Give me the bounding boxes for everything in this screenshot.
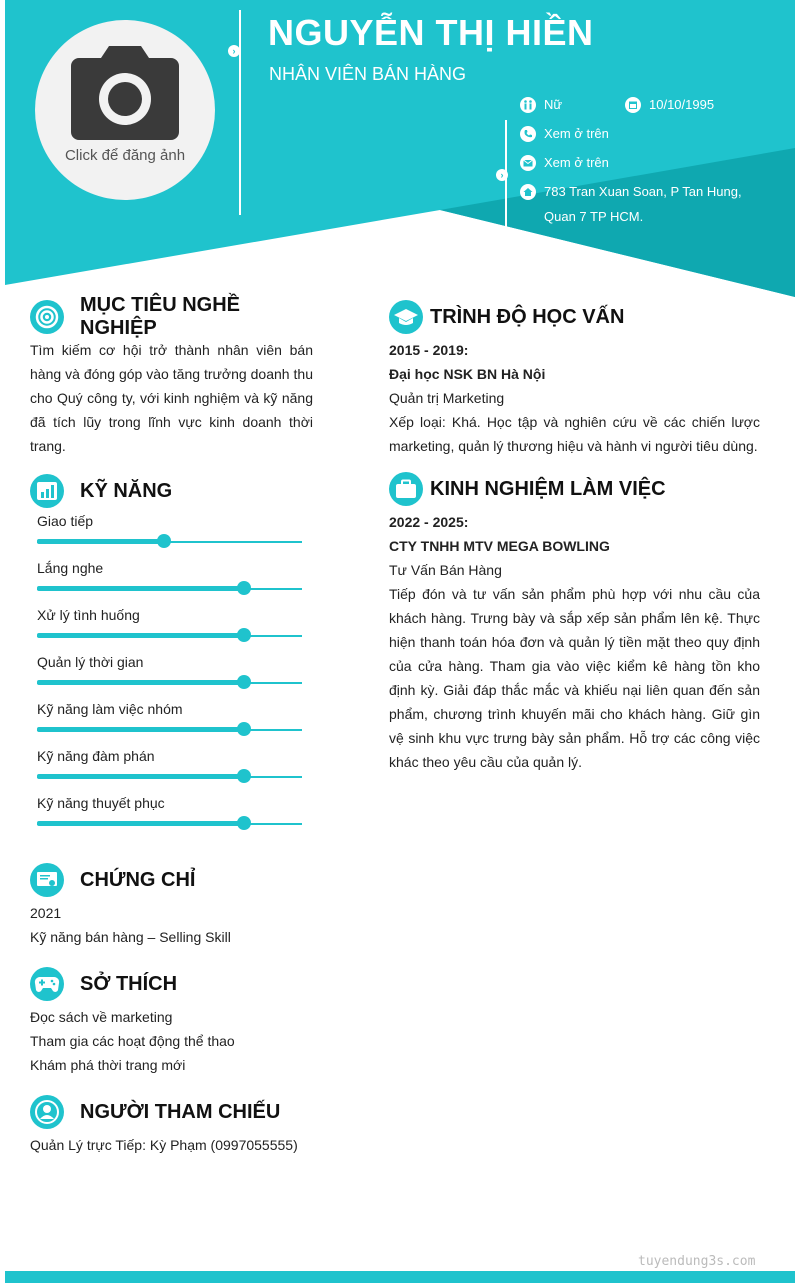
gender-icon bbox=[520, 97, 536, 113]
skill-label: Giao tiếp bbox=[37, 513, 94, 529]
experience-position: Tư Vấn Bán Hàng bbox=[389, 562, 502, 578]
graduation-cap-icon bbox=[389, 300, 423, 334]
education-school: Đại học NSK BN Hà Nội bbox=[389, 366, 546, 382]
skill-item bbox=[30, 794, 313, 841]
references-text: Quản Lý trực Tiếp: Kỳ Phạm (0997055555) bbox=[30, 1137, 298, 1153]
skills-header bbox=[30, 474, 313, 508]
skill-level-knob bbox=[237, 722, 251, 736]
avatar-caption: Click để đăng ảnh bbox=[64, 147, 186, 164]
experience-period: 2022 - 2025: bbox=[389, 514, 469, 530]
hobby-item: Khám phá thời trang mới bbox=[30, 1057, 186, 1073]
gender-value: Nữ bbox=[544, 97, 563, 112]
certificates-header bbox=[30, 863, 313, 897]
address-line2: Quan 7 TP HCM. bbox=[544, 209, 644, 224]
briefcase-icon bbox=[389, 472, 423, 506]
skill-fill bbox=[37, 633, 244, 638]
skill-level-knob bbox=[237, 675, 251, 689]
footer-bar bbox=[5, 1271, 795, 1283]
education-header bbox=[389, 300, 760, 334]
skill-fill bbox=[37, 774, 244, 779]
skill-level-knob bbox=[237, 816, 251, 830]
email-value: Xem ở trên bbox=[544, 155, 609, 170]
skill-label: Xử lý tình huống bbox=[37, 607, 140, 623]
header-divider bbox=[239, 10, 241, 215]
certificate-year: 2021 bbox=[30, 905, 62, 921]
watermark: tuyendung3s.com bbox=[638, 1254, 756, 1269]
user-icon bbox=[30, 1095, 64, 1129]
skill-fill bbox=[37, 539, 164, 544]
email-icon bbox=[520, 155, 536, 171]
references-title: NGƯỜI THAM CHIẾU bbox=[80, 1100, 281, 1123]
birthday-value: 10/10/1995 bbox=[649, 97, 715, 112]
skill-label: Lắng nghe bbox=[37, 560, 104, 576]
certificate-name: Kỹ năng bán hàng – Selling Skill bbox=[30, 929, 231, 945]
candidate-job-title: NHÂN VIÊN BÁN HÀNG bbox=[269, 64, 467, 84]
objective-text: Tìm kiếm cơ hội trở thành nhân viên bán hàng và đóng góp vào tăng trưởng doanh thu cho Quý công ty, với kinh nghiệm và kỹ năng đã tích lũy trong lĩnh vực kinh doanh thời trang. bbox=[30, 342, 313, 454]
skill-fill bbox=[37, 821, 244, 826]
hobbies-title: SỞ THÍCH bbox=[80, 972, 178, 995]
gender-info bbox=[520, 97, 562, 117]
skill-item bbox=[30, 559, 313, 606]
avatar-upload[interactable] bbox=[35, 20, 215, 200]
chevron-right-icon: › bbox=[496, 169, 508, 181]
phone-info bbox=[520, 126, 609, 146]
skills-list bbox=[30, 512, 313, 841]
camera-icon bbox=[71, 46, 179, 140]
skill-fill bbox=[37, 680, 244, 685]
bar-chart-icon bbox=[30, 474, 64, 508]
education-major: Quản trị Marketing bbox=[389, 390, 505, 406]
skill-fill bbox=[37, 727, 244, 732]
target-icon bbox=[30, 300, 64, 334]
skill-item bbox=[30, 653, 313, 700]
home-icon bbox=[520, 184, 536, 200]
skill-level-knob bbox=[237, 628, 251, 642]
birthday-info bbox=[625, 97, 714, 117]
skill-label: Kỹ năng làm việc nhóm bbox=[37, 701, 183, 717]
certificates-title: CHỨNG CHỈ bbox=[80, 868, 196, 891]
phone-icon bbox=[520, 126, 536, 142]
education-description: Xếp loại: Khá. Học tập và nghiên cứu về các chiến lược marketing, quản lý thương hiệu và hành vi người tiêu dùng. bbox=[389, 414, 760, 454]
experience-description: Tiếp đón và tư vấn sản phẩm phù hợp với nhu cầu của khách hàng. Trưng bày và sắp xếp sản phẩm lên kệ. Thực hiện thanh toán hóa đơn và quản lý tiền mặt theo quy định của cửa hàng. Tham gia vào việc kiểm kê hàng tồn kho định kỳ. Giải đáp thắc mắc và khiếu nại liên quan đến sản phẩm, chương trình khuyến mãi cho khách hàng. Giữ gìn vệ sinh khu vực trưng bày sản phẩm. Hỗ trợ các công việc khác theo yêu cầu của quản lý. bbox=[389, 586, 760, 770]
candidate-name: NGUYỄN THỊ HIỀN bbox=[268, 12, 594, 53]
skill-level-knob bbox=[237, 581, 251, 595]
experience-title: KINH NGHIỆM LÀM VIỆC bbox=[430, 477, 666, 500]
phone-value: Xem ở trên bbox=[544, 126, 609, 141]
hobby-item: Tham gia các hoạt động thể thao bbox=[30, 1033, 235, 1049]
experience-header bbox=[389, 472, 760, 506]
skill-label: Kỹ năng thuyết phục bbox=[37, 795, 165, 811]
certificate-icon bbox=[30, 863, 64, 897]
skills-title: KỸ NĂNG bbox=[80, 479, 173, 502]
cv-header bbox=[5, 0, 795, 300]
skill-item bbox=[30, 512, 313, 559]
gamepad-icon bbox=[30, 967, 64, 1001]
skill-item bbox=[30, 700, 313, 747]
address-value bbox=[544, 179, 742, 229]
education-title: TRÌNH ĐỘ HỌC VẤN bbox=[430, 305, 625, 328]
hobby-item: Đọc sách về marketing bbox=[30, 1009, 173, 1025]
objective-title: MỤC TIÊU NGHỀ NGHIỆP bbox=[80, 294, 240, 339]
skill-fill bbox=[37, 586, 244, 591]
experience-company: CTY TNHH MTV MEGA BOWLING bbox=[389, 538, 610, 554]
address-line1: 783 Tran Xuan Soan, P Tan Hung, bbox=[544, 184, 742, 199]
skill-label: Quản lý thời gian bbox=[37, 654, 144, 670]
skill-item bbox=[30, 747, 313, 794]
skill-item bbox=[30, 606, 313, 653]
hobbies-list bbox=[30, 1005, 313, 1077]
hobbies-header bbox=[30, 967, 313, 1001]
right-column bbox=[389, 300, 760, 774]
objective-header bbox=[30, 294, 313, 339]
skill-level-knob bbox=[157, 534, 171, 548]
skill-level-knob bbox=[237, 769, 251, 783]
left-column bbox=[30, 294, 313, 1157]
skill-label: Kỹ năng đàm phán bbox=[37, 748, 155, 764]
education-period: 2015 - 2019: bbox=[389, 342, 469, 358]
email-info bbox=[520, 155, 609, 175]
calendar-icon bbox=[625, 97, 641, 113]
address-info bbox=[520, 184, 742, 229]
chevron-right-icon: › bbox=[228, 45, 240, 57]
references-header bbox=[30, 1095, 313, 1129]
